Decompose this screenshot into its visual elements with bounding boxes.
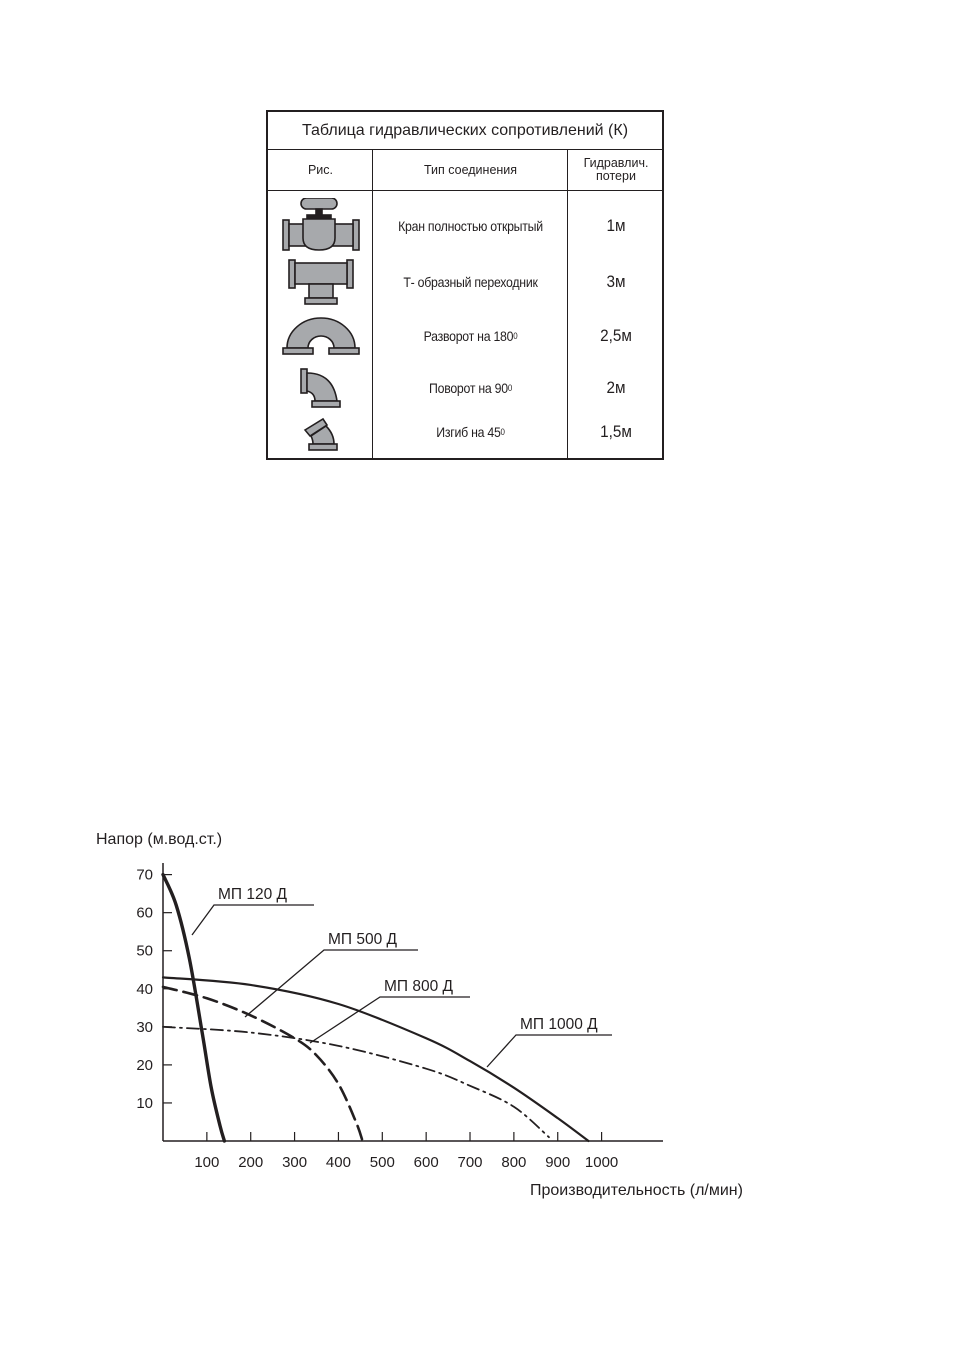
x-tick-label: 400 xyxy=(325,1154,351,1171)
table-title: Таблица гидравлических сопротивлений (К) xyxy=(268,112,662,150)
header-pic: Рис. xyxy=(268,150,373,191)
y-tick-label: 30 xyxy=(136,1018,153,1036)
x-tick-label: 600 xyxy=(413,1154,439,1171)
x-tick-label: 800 xyxy=(501,1154,527,1171)
series-line xyxy=(163,875,224,1141)
elbow-90-icon xyxy=(299,367,343,411)
table-row-type: Кран полностью открытый xyxy=(398,218,543,234)
y-tick-label: 10 xyxy=(136,1094,153,1112)
x-axis-label: Производительность (л/мин) xyxy=(530,1182,743,1199)
series-line xyxy=(163,987,363,1141)
series-line xyxy=(163,977,588,1141)
table-row-type: Изгиб на 45 0 xyxy=(436,424,505,440)
x-tick-label: 300 xyxy=(282,1154,308,1171)
header-type: Тип соединения xyxy=(373,150,568,191)
x-tick-label: 900 xyxy=(545,1154,571,1171)
x-tick-label: 700 xyxy=(457,1154,483,1171)
y-axis-label: Напор (м.вод.ст.) xyxy=(96,831,223,848)
hydraulic-resistance-table xyxy=(266,110,664,460)
header-loss xyxy=(568,150,664,191)
header-loss-line1: Гидравлич. xyxy=(583,156,649,170)
callout-leader-line xyxy=(310,997,470,1043)
pump-performance-chart xyxy=(0,800,954,1220)
bend-45-icon xyxy=(301,416,341,452)
table-row-icon xyxy=(268,256,373,308)
y-tick-label: 70 xyxy=(136,866,153,884)
x-tick-label: 100 xyxy=(194,1154,220,1171)
y-tick-label: 20 xyxy=(136,1056,153,1074)
table-row-icon xyxy=(268,310,373,360)
table-row-loss: 2м xyxy=(606,378,626,397)
callout-leader-line xyxy=(487,1035,612,1067)
series-label: МП 1000 Д xyxy=(520,1016,598,1033)
column-divider xyxy=(567,150,568,458)
table-row-loss: 1,5м xyxy=(600,422,632,441)
callout-leader-line xyxy=(192,905,314,935)
series-line xyxy=(163,1027,549,1137)
series-label: МП 800 Д xyxy=(384,978,454,995)
x-tick-label: 200 xyxy=(238,1154,264,1171)
y-tick-label: 60 xyxy=(136,904,153,922)
table-row-loss: 3м xyxy=(606,272,626,291)
table-row-icon xyxy=(268,365,373,413)
valve-icon xyxy=(281,198,361,254)
y-tick-label: 50 xyxy=(136,942,153,960)
header-loss-line2: потери xyxy=(596,169,636,183)
y-tick-label: 40 xyxy=(136,980,153,998)
table-row-loss: 1м xyxy=(606,216,626,235)
x-tick-label: 1000 xyxy=(584,1154,619,1171)
table-row-type: Т- образный переходник xyxy=(403,274,538,290)
table-row-type: Разворот на 180 0 xyxy=(423,328,518,344)
series-label: МП 120 Д xyxy=(218,886,288,903)
table-row-type: Поворот на 90 0 xyxy=(429,380,512,396)
u-bend-180-icon xyxy=(282,314,360,356)
x-tick-label: 500 xyxy=(369,1154,395,1171)
table-row-loss: 2,5м xyxy=(600,326,632,345)
series-label: МП 500 Д xyxy=(328,931,398,948)
table-row-icon xyxy=(268,414,373,454)
table-row-icon xyxy=(268,196,373,256)
tee-fitting-icon xyxy=(288,258,354,306)
